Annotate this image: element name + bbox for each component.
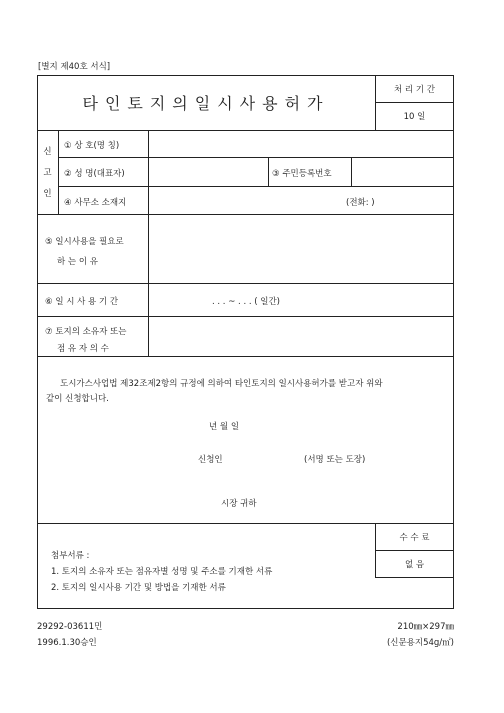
resident-number-label: ③ 주민등록번호	[272, 169, 332, 179]
footer-paper-size: 210㎜×297㎜	[397, 622, 454, 632]
owner-label-line2: 점 유 자 의 수	[57, 344, 109, 354]
period-label: ⑥ 일 시 사 용 기 간	[45, 297, 119, 307]
reason-field[interactable]	[149, 215, 453, 283]
signature-field[interactable]: (서명 또는 도장)	[304, 455, 366, 465]
trade-name-label: ① 상 호(명 칭)	[64, 141, 120, 151]
applicant-label: 신청인	[198, 455, 223, 465]
reason-label-line1: ⑤ 일시사용을 필요로	[45, 237, 124, 247]
attachments-label: 첨부서류 :	[51, 551, 90, 561]
fee-label: 수 수 료	[399, 532, 430, 543]
footer-form-number: 29292-03611민	[37, 622, 103, 632]
form-title: 타인토지의일시사용허가	[82, 94, 330, 113]
statement-line1: 도시가스사업법 제32조제2항의 규정에 의하여 타인토지의 일시사용허가를 받고자 위와	[60, 379, 383, 389]
owner-field[interactable]	[149, 317, 453, 356]
phone-field[interactable]: (전화: )	[346, 198, 375, 208]
name-label: ② 성 명(대표자)	[64, 169, 125, 179]
trade-name-field[interactable]	[149, 131, 453, 157]
period-field[interactable]: . . . ~ . . . ( 일간)	[212, 297, 281, 307]
resident-number-field[interactable]	[352, 158, 453, 186]
applicant-side-label: 신 고 인	[43, 147, 52, 199]
footer-paper-type: (신문용지54g/㎡)	[386, 638, 454, 648]
footer-approval-date: 1996.1.30승인	[37, 638, 97, 648]
processing-period-value: 10 일	[403, 112, 426, 122]
reason-label-line2: 하 는 이 유	[57, 257, 98, 267]
date-line[interactable]: 년 월 일	[209, 422, 240, 432]
form-code: [별지 제40호 서식]	[38, 62, 111, 72]
name-field[interactable]	[149, 158, 268, 186]
processing-period-label: 처 리 기 간	[394, 84, 435, 95]
attachment-item: 2. 토지의 일시사용 기간 및 방법을 기재한 서류	[51, 583, 226, 593]
owner-label-line1: ⑦ 토지의 소유자 또는	[45, 327, 127, 337]
addressee: 시장 귀하	[221, 499, 257, 509]
office-address-field[interactable]	[149, 187, 339, 214]
statement-line2: 같이 신청합니다.	[46, 394, 109, 404]
fee-value: 없 음	[404, 559, 425, 570]
attachment-item: 1. 토지의 소유자 또는 점유자별 성명 및 주소를 기재한 서류	[51, 567, 273, 577]
office-address-label: ④ 사무소 소재지	[64, 198, 127, 208]
